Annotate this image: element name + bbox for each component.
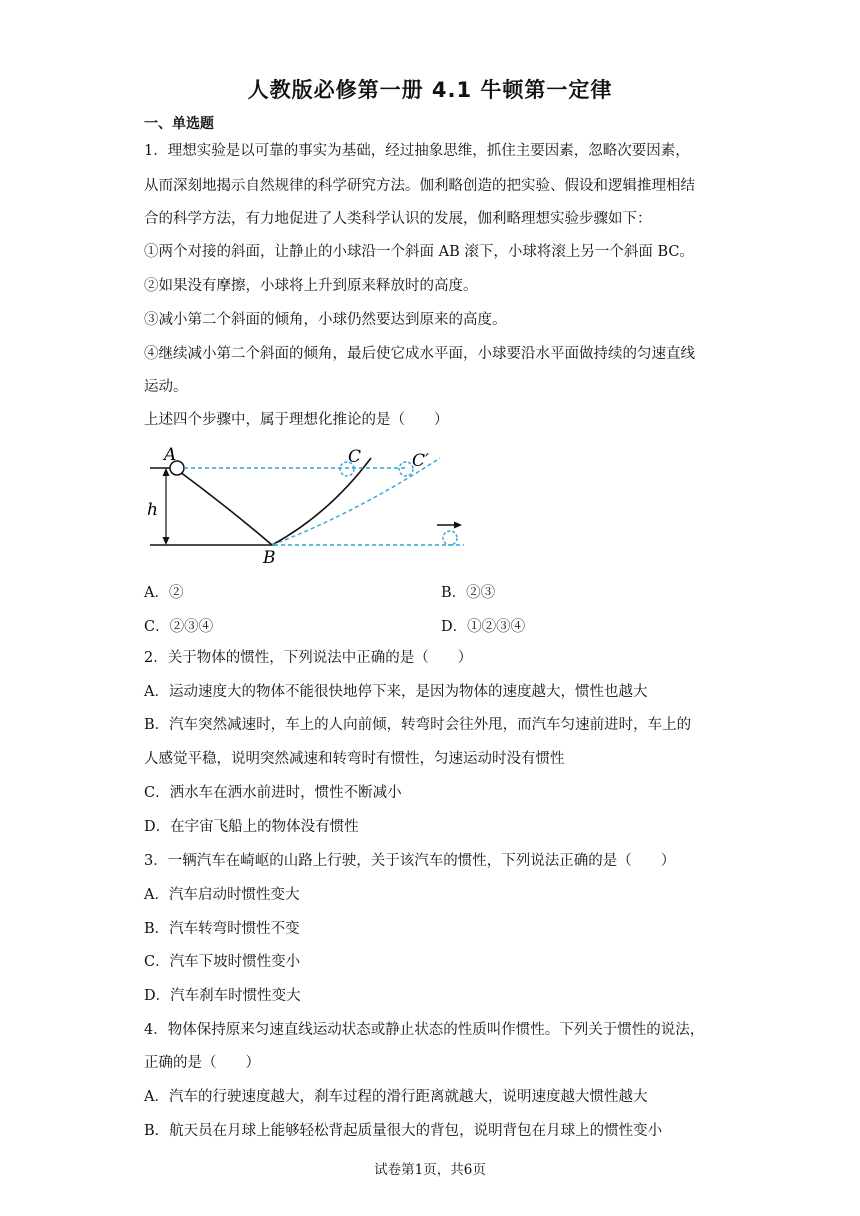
- incline-ab: [172, 466, 272, 545]
- height-arrow-head-bottom: [163, 537, 170, 545]
- q1-line-7: ④继续减小第二个斜面的倾角，最后使它成水平面，小球要沿水平面做持续的匀速直线: [144, 346, 695, 362]
- ball-plane-ghost: [443, 531, 457, 545]
- q2-option-c[interactable]: C．洒水车在洒水前进时，惯性不断减小: [144, 785, 402, 801]
- q4-stem-line-1: 4．物体保持原来匀速直线运动状态或静止状态的性质叫作惯性。下列关于惯性的说法，: [144, 1022, 705, 1038]
- q1-line-2: 从而深刻地揭示自然规律的科学研究方法。伽利略创造的把实验、假设和逻辑推理相结: [144, 178, 695, 194]
- q1-line-3: 合的科学方法，有力地促进了人类科学认识的发展，伽利略理想实验步骤如下：: [144, 211, 652, 227]
- q1-option-b[interactable]: B．②③: [441, 585, 496, 601]
- q2-option-d[interactable]: D．在宇宙飞船上的物体没有惯性: [144, 819, 359, 835]
- q3-stem: 3．一辆汽车在崎岖的山路上行驶，关于该汽车的惯性，下列说法正确的是（ ）: [144, 853, 676, 869]
- q1-line-4: ①两个对接的斜面，让静止的小球沿一个斜面 AB 滚下，小球将滚上另一个斜面 BC。: [144, 244, 694, 260]
- q1-line-6: ③减小第二个斜面的倾角，小球仍然要达到原来的高度。: [144, 312, 507, 328]
- label-a: A: [164, 445, 177, 465]
- section-heading: 一、单选题: [144, 116, 214, 132]
- label-b: B: [263, 548, 276, 568]
- q1-option-d[interactable]: D．①②③④: [441, 619, 526, 635]
- motion-arrow-head: [454, 522, 462, 529]
- q2-option-b[interactable]: B．汽车突然减速时，车上的人向前倾，转弯时会往外甩，而汽车匀速前进时，车上的: [144, 717, 692, 733]
- q1-line-9: 上述四个步骤中，属于理想化推论的是（ ）: [144, 412, 449, 428]
- q2-option-a[interactable]: A．运动速度大的物体不能很快地停下来，是因为物体的速度越大，惯性也越大: [144, 684, 648, 700]
- page-title: 人教版必修第一册 4.1 牛顿第一定律: [247, 78, 613, 102]
- q4-option-b[interactable]: B．航天员在月球上能够轻松背起质量很大的背包，说明背包在月球上的惯性变小: [144, 1123, 663, 1139]
- ball-c-prime-ghost: [399, 462, 413, 476]
- q3-option-b[interactable]: B．汽车转弯时惯性不变: [144, 921, 300, 937]
- q3-option-c[interactable]: C．汽车下坡时惯性变小: [144, 954, 301, 970]
- q2-option-b-cont: 人感觉平稳，说明突然减速和转弯时有惯性，匀速运动时没有惯性: [144, 751, 565, 767]
- label-c: C: [348, 447, 362, 467]
- q2-stem: 2．关于物体的惯性，下列说法中正确的是（ ）: [144, 650, 473, 666]
- label-h: h: [147, 500, 158, 520]
- q1-option-a[interactable]: A．②: [144, 585, 184, 601]
- q1-line-1: 1．理想实验是以可靠的事实为基础，经过抽象思维，抓住主要因素，忽略次要因素，: [144, 143, 690, 159]
- height-arrow-head-top: [163, 468, 170, 476]
- incline-bc: [272, 458, 371, 545]
- page-footer: 试卷第1页，共6页: [374, 1162, 486, 1178]
- q3-option-d[interactable]: D．汽车刹车时惯性变大: [144, 988, 301, 1004]
- incline-experiment-diagram: [144, 444, 474, 570]
- q1-line-5: ②如果没有摩擦，小球将上升到原来释放时的高度。: [144, 278, 478, 294]
- q1-line-8: 运动。: [144, 379, 188, 395]
- incline-bc-prime: [272, 458, 440, 545]
- label-c-prime: C′: [412, 451, 429, 471]
- q4-stem-line-2: 正确的是（ ）: [144, 1055, 260, 1071]
- q3-option-a[interactable]: A．汽车启动时惯性变大: [144, 887, 300, 903]
- q4-option-a[interactable]: A．汽车的行驶速度越大，刹车过程的滑行距离就越大，说明速度越大惯性越大: [144, 1089, 648, 1105]
- q1-option-c[interactable]: C．②③④: [144, 619, 214, 635]
